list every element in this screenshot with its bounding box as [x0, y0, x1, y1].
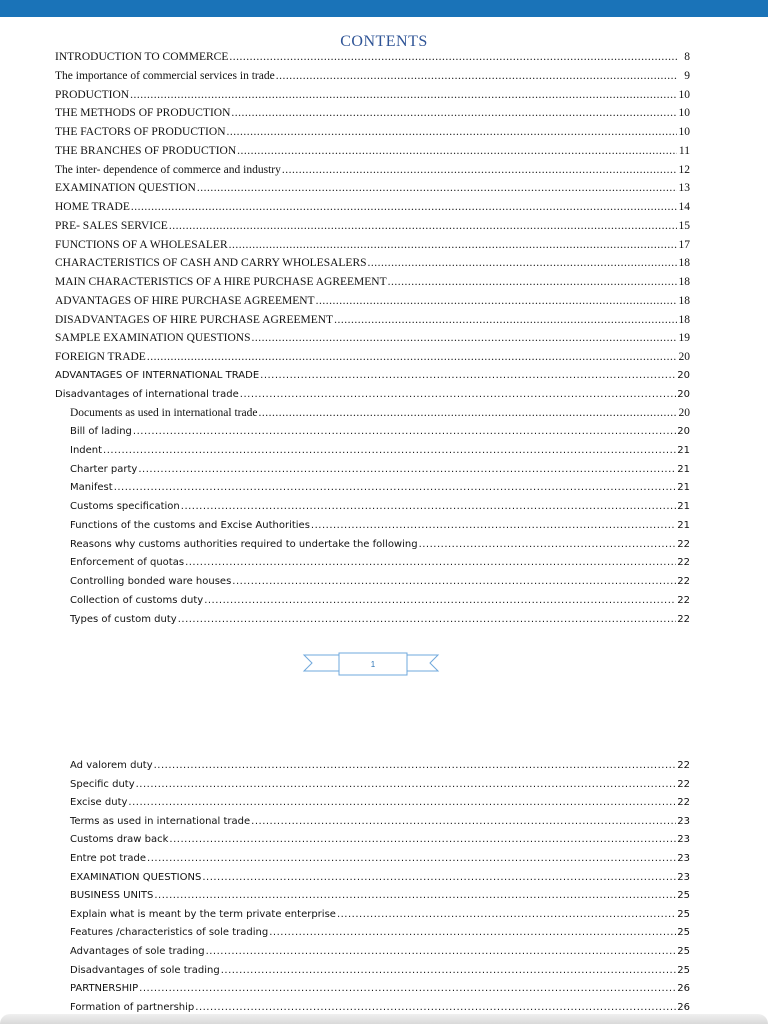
- toc-entry[interactable]: [55, 276, 690, 294]
- toc-entry-page: 20: [677, 369, 690, 381]
- toc-entry-page: 26: [677, 1001, 690, 1013]
- dot-leader: [139, 983, 676, 994]
- toc-entry-page: 20: [678, 351, 690, 363]
- dot-leader: [229, 239, 677, 251]
- toc-entry[interactable]: [55, 201, 690, 219]
- toc-entry-title: DISADVANTAGES OF HIRE PURCHASE AGREEMENT: [55, 313, 334, 326]
- toc-entry-title: CHARACTERISTICS OF CASH AND CARRY WHOLESALERS: [55, 257, 367, 270]
- toc-entry-title: HOME TRADE: [55, 201, 130, 213]
- dot-leader: [337, 909, 676, 920]
- dot-leader: [368, 257, 677, 269]
- toc-entry-page: 25: [677, 908, 690, 920]
- toc-entry-page: 10: [678, 88, 690, 101]
- toc-entry[interactable]: [70, 834, 690, 852]
- toc-entry[interactable]: [70, 407, 690, 425]
- dot-leader: [133, 426, 676, 437]
- dot-leader: [154, 890, 676, 901]
- toc-entry-title: Advantages of sole trading: [70, 946, 205, 957]
- toc-entry-title: Disadvantages of sole trading: [70, 964, 220, 976]
- toc-entry-title: Customs draw back: [70, 834, 169, 846]
- dot-leader: [131, 201, 677, 213]
- dot-leader: [282, 164, 677, 176]
- toc-entry-title: THE METHODS OF PRODUCTION: [55, 107, 231, 120]
- toc-entry[interactable]: [55, 182, 690, 200]
- toc-entry-title: Bill of lading: [70, 426, 132, 437]
- toc-entry-title: Indent: [70, 444, 103, 456]
- viewer-bottom-edge: [0, 1014, 768, 1024]
- toc-entry-title: Collection of customs duty: [70, 594, 204, 606]
- toc-entry-title: ADVANTAGES OF HIRE PURCHASE AGREEMENT: [55, 294, 315, 307]
- toc-entry-title: Features /characteristics of sole trading: [70, 927, 269, 939]
- dot-leader: [202, 872, 676, 883]
- toc-entry-page: 10: [678, 107, 690, 120]
- dot-leader: [147, 351, 677, 363]
- dot-leader: [128, 797, 676, 808]
- toc-entry-page: 18: [678, 257, 690, 270]
- toc-entry-title: Disadvantages of international trade: [55, 388, 239, 400]
- dot-leader: [206, 946, 677, 957]
- toc-entry-page: 23: [677, 834, 690, 846]
- toc-entry[interactable]: [70, 501, 690, 519]
- toc-entry-page: 10: [678, 126, 690, 138]
- toc-entry[interactable]: [70, 909, 690, 927]
- toc-entry-title: Types of custom duty: [70, 613, 177, 625]
- toc-entry[interactable]: [70, 872, 690, 890]
- dot-leader: [251, 816, 676, 827]
- toc-entry-title: INTRODUCTION TO COMMERCE: [55, 51, 229, 63]
- toc-entry-title: The inter- dependence of commerce and industry: [55, 163, 281, 176]
- toc-entry-page: 12: [678, 163, 690, 176]
- toc-entry-title: PRODUCTION: [55, 88, 130, 101]
- toc-entry[interactable]: [70, 927, 690, 945]
- dot-leader: [229, 51, 677, 63]
- toc-entry-title: The importance of commercial services in trade: [55, 69, 275, 82]
- toc-entry-page: 11: [678, 144, 690, 157]
- toc-entry[interactable]: [70, 426, 690, 444]
- toc-entry[interactable]: [70, 965, 690, 983]
- toc-entry-page: 22: [677, 797, 690, 809]
- toc-entry-page: 22: [677, 760, 690, 771]
- toc-entry-page: 22: [677, 576, 690, 587]
- toc-entry-page: 21: [677, 519, 690, 531]
- toc-entry[interactable]: [55, 239, 690, 257]
- toc-entry-title: PARTNERSHIP: [70, 983, 139, 995]
- dot-leader: [181, 501, 677, 512]
- toc-entry-title: THE BRANCHES OF PRODUCTION: [55, 144, 237, 157]
- dot-leader: [114, 482, 677, 493]
- toc-entry[interactable]: [55, 70, 690, 88]
- toc-entry[interactable]: [70, 445, 690, 463]
- toc-entry-page: 21: [677, 501, 690, 512]
- toc-entry-page: 22: [677, 557, 690, 569]
- toc-entry[interactable]: [55, 257, 690, 275]
- toc-entry[interactable]: [70, 520, 690, 538]
- dot-leader: [136, 779, 677, 790]
- toc-entry-page: 8: [684, 51, 690, 63]
- toc-entry-page: 14: [678, 201, 690, 213]
- toc-entry-title: Customs specification: [70, 501, 180, 512]
- dot-leader: [204, 595, 676, 606]
- toc-entry[interactable]: [70, 946, 690, 964]
- dot-leader: [227, 126, 677, 138]
- toc-entry-title: THE FACTORS OF PRODUCTION: [55, 126, 226, 138]
- toc-entry-title: Enforcement of quotas: [70, 557, 185, 569]
- toc-entry[interactable]: [70, 595, 690, 613]
- toc-entry-title: Formation of partnership: [70, 1001, 195, 1013]
- toc-entry-page: 25: [677, 946, 690, 957]
- toc-entry[interactable]: [70, 482, 690, 500]
- dot-leader: [240, 389, 676, 400]
- toc-entry-page: 21: [677, 444, 690, 456]
- dot-leader: [169, 220, 677, 232]
- toc-entry-title: Controlling bonded ware houses: [70, 576, 232, 587]
- dot-leader: [311, 520, 676, 531]
- dot-leader: [185, 557, 676, 568]
- toc-entry-title: MAIN CHARACTERISTICS OF A HIRE PURCHASE AGREEMENT: [55, 276, 387, 288]
- toc-entry[interactable]: [70, 614, 690, 632]
- toc-entry-page: 21: [677, 463, 690, 475]
- toc-entry-title: EXAMINATION QUESTIONS: [70, 871, 202, 883]
- toc-entry[interactable]: [70, 464, 690, 482]
- toc-entry-title: Specific duty: [70, 778, 135, 790]
- toc-entry-page: 23: [677, 815, 690, 827]
- toc-entry-title: Excise duty: [70, 797, 128, 809]
- toc-entry-page: 22: [677, 778, 690, 790]
- toc-entry-title: Explain what is meant by the term private enterprise: [70, 908, 336, 920]
- toc-entry[interactable]: [70, 760, 690, 778]
- toc-entry-page: 25: [677, 890, 690, 902]
- toc-entry-title: BUSINESS UNITS: [70, 890, 154, 902]
- dot-leader: [276, 70, 677, 82]
- dot-leader: [169, 834, 676, 845]
- dot-leader: [103, 445, 676, 456]
- dot-leader: [231, 107, 677, 119]
- toc-entry[interactable]: [70, 853, 690, 871]
- dot-leader: [147, 853, 676, 864]
- dot-leader: [178, 614, 677, 625]
- toc-entry-title: FUNCTIONS OF A WHOLESALER: [55, 238, 228, 251]
- dot-leader: [138, 464, 676, 475]
- dot-leader: [154, 760, 677, 771]
- toc-entry-page: 25: [677, 927, 690, 939]
- toc-entry-title: ADVANTAGES OF INTERNATIONAL TRADE: [55, 369, 260, 381]
- dot-leader: [269, 927, 676, 938]
- toc-entry-title: Manifest: [70, 482, 113, 494]
- dot-leader: [252, 332, 678, 344]
- toc-entry-page: 20: [677, 388, 690, 400]
- toc-entry[interactable]: [55, 389, 690, 407]
- dot-leader: [232, 576, 676, 587]
- dot-leader: [334, 314, 677, 326]
- toc-entry[interactable]: [70, 539, 690, 557]
- toc-entry[interactable]: [55, 295, 690, 313]
- toc-entry-page: 22: [677, 613, 690, 625]
- toc-entry-page: 18: [678, 276, 690, 288]
- toc-entry-page: 19: [678, 332, 690, 345]
- dot-leader: [419, 539, 677, 550]
- dot-leader: [388, 276, 677, 288]
- toc-entry-title: EXAMINATION QUESTION: [55, 182, 196, 195]
- toc-entry[interactable]: [55, 89, 690, 107]
- toc-entry[interactable]: [55, 145, 690, 163]
- toc-entry-title: Documents as used in international trade: [70, 407, 258, 420]
- toc-entry[interactable]: [55, 126, 690, 144]
- toc-entry[interactable]: [55, 370, 690, 388]
- toc-entry[interactable]: [70, 557, 690, 575]
- toc-entry-page: 22: [677, 538, 690, 550]
- toc-entry[interactable]: [55, 314, 690, 332]
- toc-entry-page: 13: [678, 182, 690, 195]
- dot-leader: [221, 965, 677, 976]
- dot-leader: [197, 182, 677, 194]
- toc-entry-title: Ad valorem duty: [70, 760, 153, 771]
- toc-entry-page: 23: [677, 871, 690, 883]
- toc-entry[interactable]: [55, 51, 690, 69]
- toc-entry-page: 18: [678, 294, 690, 307]
- toc-entry-title: Terms as used in international trade: [70, 815, 251, 827]
- dot-leader: [195, 1002, 676, 1013]
- toc-entry-title: Functions of the customs and Excise Authorities: [70, 519, 310, 531]
- toc-entry-page: 22: [677, 594, 690, 606]
- toc-entry-page: 23: [677, 853, 690, 864]
- toc-entry[interactable]: [70, 983, 690, 1001]
- toc-entry-title: PRE- SALES SERVICE: [55, 219, 168, 232]
- dot-leader: [237, 145, 677, 157]
- toc-entry[interactable]: [70, 816, 690, 834]
- toc-entry[interactable]: [70, 797, 690, 815]
- page-title: CONTENTS: [340, 33, 428, 50]
- toc-entry-page: 25: [677, 964, 690, 976]
- toc-entry[interactable]: [55, 107, 690, 125]
- toc-entry-page: 17: [678, 238, 690, 251]
- dot-leader: [130, 89, 677, 101]
- toc-entry[interactable]: [55, 164, 690, 182]
- toc-entry[interactable]: [55, 220, 690, 238]
- toc-entry-title: Entre pot trade: [70, 853, 147, 864]
- toc-entry-page: 21: [677, 482, 690, 494]
- dot-leader: [260, 370, 676, 381]
- toc-entry-title: Reasons why customs authorities required to undertake the following: [70, 538, 418, 550]
- dot-leader: [258, 407, 677, 419]
- toc-entry-page: 18: [678, 313, 690, 326]
- toc-entry[interactable]: [70, 576, 690, 594]
- toc-entry[interactable]: [70, 779, 690, 797]
- toc-entry[interactable]: [55, 332, 690, 350]
- toc-entry-page: 26: [677, 983, 690, 995]
- dot-leader: [316, 295, 677, 307]
- toc-entry-title: Charter party: [70, 463, 138, 475]
- toc-entry-page: 15: [678, 219, 690, 232]
- page-number: 1: [370, 660, 376, 669]
- toc-entry-page: 20: [678, 407, 690, 420]
- toc-entry[interactable]: [55, 351, 690, 369]
- toc-entry-page: 9: [684, 69, 690, 82]
- toc-entry[interactable]: [70, 890, 690, 908]
- toc-entry-title: SAMPLE EXAMINATION QUESTIONS: [55, 332, 251, 345]
- toc-entry-page: 20: [677, 426, 690, 437]
- toc-entry-title: FOREIGN TRADE: [55, 351, 146, 363]
